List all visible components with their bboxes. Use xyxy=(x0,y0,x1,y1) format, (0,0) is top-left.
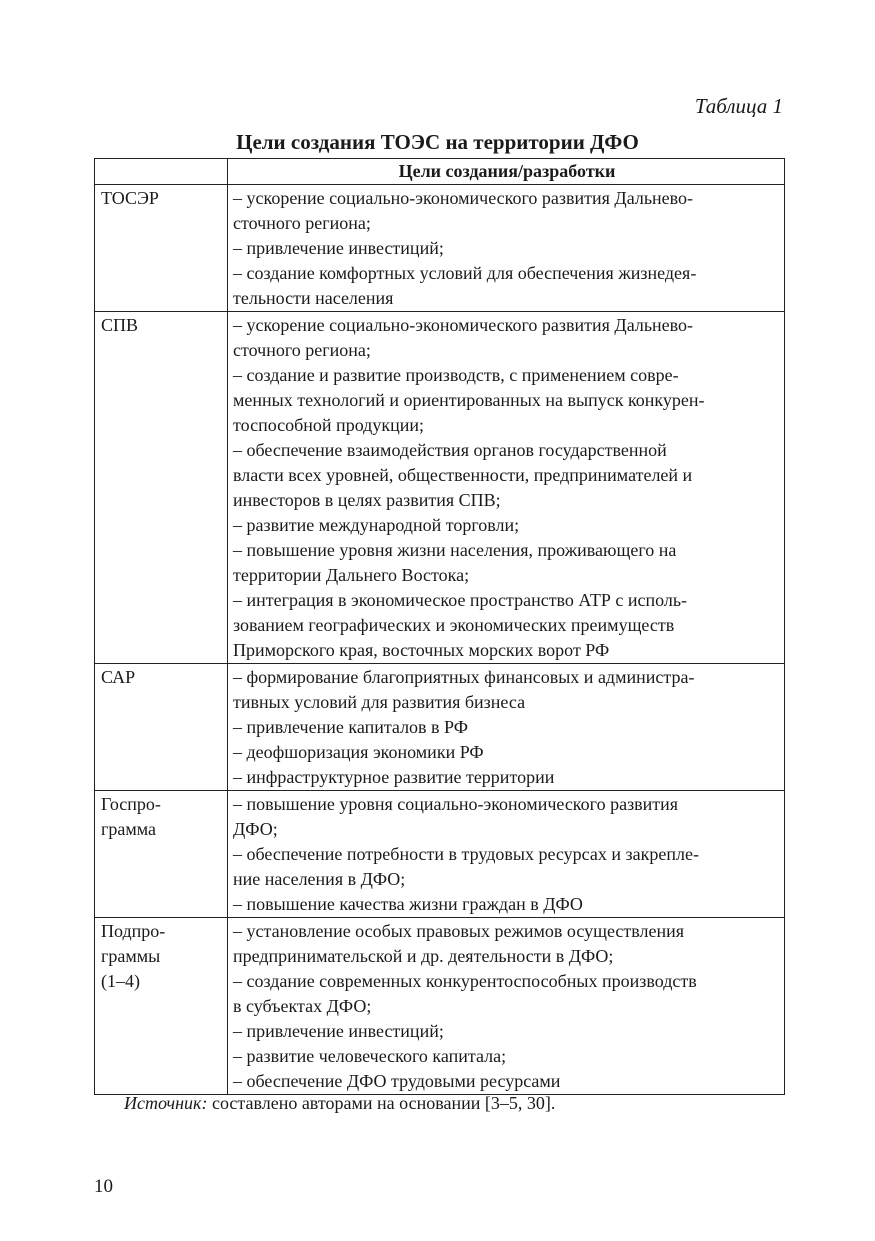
goal-line: инвесторов в целях развития СПВ; xyxy=(233,490,501,510)
goal-line: ние населения в ДФО; xyxy=(233,869,406,889)
territory-line: Подпро- xyxy=(101,921,166,941)
territory-line: СПВ xyxy=(101,315,139,335)
goal-line: тельности населения xyxy=(233,288,394,308)
source-note xyxy=(124,1093,555,1114)
goal-line: менных технологий и ориентированных на выпуск конкурен- xyxy=(233,390,705,410)
source-label: Источник: xyxy=(124,1093,208,1113)
goal-line: – повышение уровня жизни населения, проживающего на xyxy=(233,540,677,560)
territory-cell xyxy=(95,185,228,312)
territory-cell xyxy=(95,312,228,664)
territory-cell xyxy=(95,918,228,1095)
table-header-row xyxy=(95,159,785,185)
goal-line: – обеспечение взаимодействия органов государственной xyxy=(233,440,667,460)
goal-line: – деофшоризация экономики РФ xyxy=(233,742,484,762)
territory-cell xyxy=(95,664,228,791)
goals-table xyxy=(94,158,785,1095)
goals-cell xyxy=(228,664,785,791)
table-row xyxy=(95,185,785,312)
goals-cell xyxy=(228,791,785,918)
territory-line: Госпро- xyxy=(101,794,161,814)
header-goals: Цели создания/разработки xyxy=(228,159,785,185)
goal-line: – привлечение инвестиций; xyxy=(233,1021,444,1041)
goal-line: – интеграция в экономическое пространство АТР с исполь- xyxy=(233,590,688,610)
goal-line: – обеспечение ДФО трудовыми ресурсами xyxy=(233,1071,561,1091)
goal-line: – повышение качества жизни граждан в ДФО xyxy=(233,894,583,914)
goals-cell xyxy=(228,918,785,1095)
goal-line: – создание современных конкурентоспособных производств xyxy=(233,971,697,991)
goal-line: территории Дальнего Востока; xyxy=(233,565,470,585)
goal-line: Приморского края, восточных морских ворот РФ xyxy=(233,640,610,660)
goal-line: – обеспечение потребности в трудовых ресурсах и закрепле- xyxy=(233,844,699,864)
goal-line: в субъектах ДФО; xyxy=(233,996,372,1016)
table-row xyxy=(95,918,785,1095)
table-title: Цели создания ТОЭС на территории ДФО xyxy=(236,130,639,154)
table-row xyxy=(95,791,785,918)
goal-line: – ускорение социально-экономического развития Дальнево- xyxy=(233,315,694,335)
goals-cell xyxy=(228,312,785,664)
goal-line: ДФО; xyxy=(233,819,278,839)
territory-line: граммы xyxy=(101,946,161,966)
goal-line: – формирование благоприятных финансовых и администра- xyxy=(233,667,695,687)
goal-line: – повышение уровня социально-экономического развития xyxy=(233,794,679,814)
territory-line: грамма xyxy=(101,819,157,839)
goal-line: – создание и развитие производств, с применением совре- xyxy=(233,365,679,385)
table-row xyxy=(95,312,785,664)
goal-line: – привлечение инвестиций; xyxy=(233,238,444,258)
territory-line: ТОСЭР xyxy=(101,188,159,208)
goal-line: – установление особых правовых режимов осуществления xyxy=(233,921,685,941)
goal-line: тивных условий для развития бизнеса xyxy=(233,692,526,712)
goals-cell xyxy=(228,185,785,312)
territory-line: САР xyxy=(101,667,136,687)
goal-line: – развитие международной торговли; xyxy=(233,515,520,535)
page-number: 10 xyxy=(94,1176,113,1197)
goal-line: – привлечение капиталов в РФ xyxy=(233,717,468,737)
territory-cell xyxy=(95,791,228,918)
goal-line: – создание комфортных условий для обеспечения жизнедея- xyxy=(233,263,697,283)
goal-line: – развитие человеческого капитала; xyxy=(233,1046,507,1066)
goal-line: – инфраструктурное развитие территории xyxy=(233,767,555,787)
goal-line: тоспособной продукции; xyxy=(233,415,424,435)
source-text: составлено авторами на основании [3–5, 30]. xyxy=(207,1093,556,1113)
table-body xyxy=(95,185,785,1095)
territory-line: (1–4) xyxy=(101,971,140,991)
table-number: Таблица 1 xyxy=(694,94,783,118)
goal-line: сточного региона; xyxy=(233,340,371,360)
goal-line: сточного региона; xyxy=(233,213,371,233)
goal-line: предпринимательской и др. деятельности в ДФО; xyxy=(233,946,614,966)
table-row xyxy=(95,664,785,791)
goal-line: зованием географических и экономических преимуществ xyxy=(233,615,675,635)
header-territory xyxy=(95,159,228,185)
goal-line: власти всех уровней, общественности, предпринимателей и xyxy=(233,465,693,485)
goal-line: – ускорение социально-экономического развития Дальнево- xyxy=(233,188,694,208)
